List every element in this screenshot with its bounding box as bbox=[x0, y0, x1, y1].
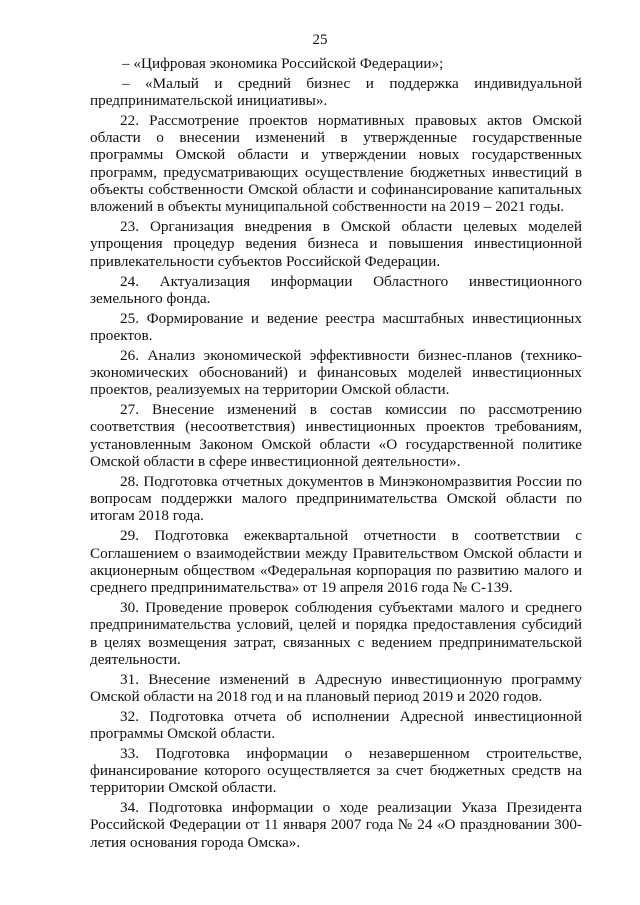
list-item-dash: – «Малый и средний бизнес и поддержка индивидуальной предпринимательской инициативы». bbox=[90, 74, 582, 110]
list-item-26: 26. Анализ экономической эффективности бизнес-планов (технико-экономических обоснований) и финансовых моделей инвестиционных проектов, реализуемых на территории Омской области. bbox=[90, 346, 582, 399]
list-item-33: 33. Подготовка информации о незавершенном строительстве, финансирование которого осуществляется за счет бюджетных средств на территории Омской области. bbox=[90, 744, 582, 797]
list-item-25: 25. Формирование и ведение реестра масштабных инвестиционных проектов. bbox=[90, 309, 582, 344]
list-item-34: 34. Подготовка информации о ходе реализации Указа Президента Российской Федерации от 11 января 2007 года № 24 «О праздновании 300-летия основания города Омска». bbox=[90, 799, 582, 851]
list-item-27: 27. Внесение изменений в состав комиссии по рассмотрению соответствия (несоответствия) инвестиционных проектов требованиям, установленным Законом Омской области «О государственной политике Омской области в сфере инвестиционной деятельности». bbox=[90, 401, 582, 471]
list-item-28: 28. Подготовка отчетных документов в Минэкономразвития России по вопросам поддержки малого предпринимательства Омской области по итогам 2018 года. bbox=[90, 472, 582, 525]
list-item-31: 31. Внесение изменений в Адресную инвестиционную программу Омской области на 2018 год и на плановый период 2019 и 2020 годов. bbox=[90, 670, 582, 705]
list-item-dash: – «Цифровая экономика Российской Федерации»; bbox=[122, 55, 444, 72]
list-item-22: 22. Рассмотрение проектов нормативных правовых актов Омской области о внесении изменений в утвержденные государственные программы Омской области и утверждении новых государственных программ, предусматривающих осуществление бюджетных инвестиций в объекты собственности Омской области и софинансирование капитальных вложений в объекты муниципальной собственности на 2019 – 2021 годы. bbox=[90, 111, 582, 216]
page-number: 25 bbox=[312, 32, 328, 48]
list-item-30: 30. Проведение проверок соблюдения субъектами малого и среднего предпринимательства условий, целей и порядка предоставления субсидий в целях возмещения затрат, связанных с ведением предпринимательской деятельности. bbox=[90, 598, 582, 668]
document-body bbox=[90, 55, 582, 854]
list-item-24: 24. Актуализация информации Областного инвестиционного земельного фонда. bbox=[90, 272, 582, 307]
list-item-29: 29. Подготовка ежеквартальной отчетности в соответствии с Соглашением о взаимодействии между Правительством Омской области и акционерным обществом «Федеральная корпорация по развитию малого и среднего предпринимательства» от 19 апреля 2016 года № С-139. bbox=[90, 527, 582, 597]
list-item-32: 32. Подготовка отчета об исполнении Адресной инвестиционной программы Омской области. bbox=[90, 707, 582, 742]
list-item-23: 23. Организация внедрения в Омской области целевых моделей упрощения процедур ведения бизнеса и повышения инвестиционной привлекательности субъектов Российской Федерации. bbox=[90, 218, 582, 270]
